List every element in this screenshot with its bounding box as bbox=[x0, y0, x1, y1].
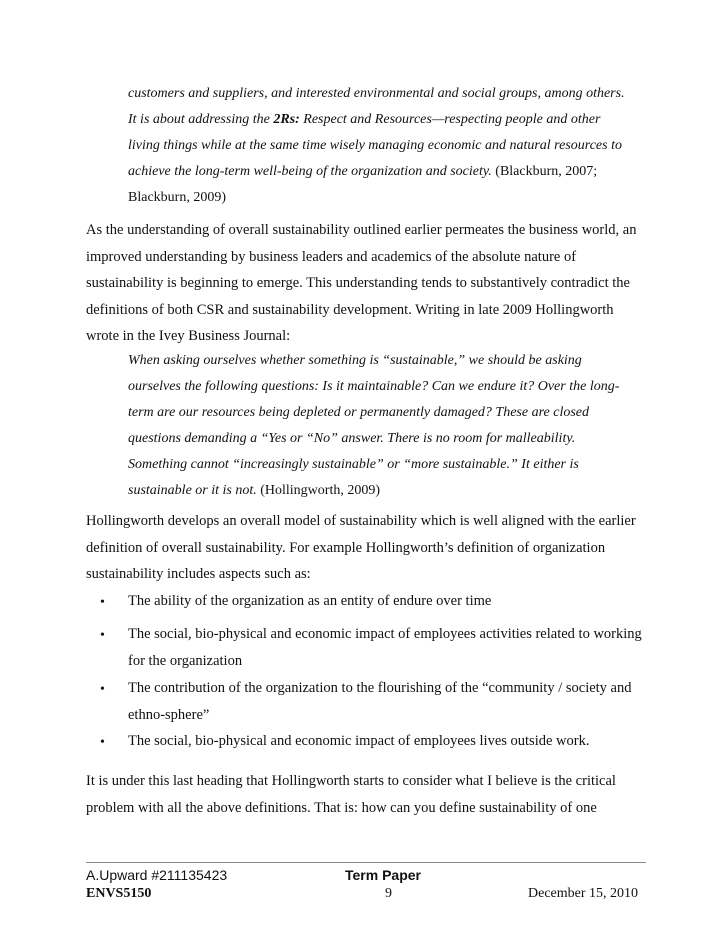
quote-line: When asking ourselves whether something is “sustainable,” we should be asking bbox=[128, 353, 582, 368]
paragraph-critical-problem bbox=[86, 768, 646, 821]
bullet-text: The contribution of the organization to the flourishing of the “community / society and bbox=[128, 680, 632, 696]
footer-author: A.Upward #211135423 bbox=[86, 867, 228, 883]
citation: Blackburn, 2009) bbox=[128, 190, 226, 205]
footer-course: ENVS5150 bbox=[86, 886, 152, 901]
bullet-item bbox=[128, 675, 648, 728]
quote-line: It is about addressing the 2Rs: Respect and Resources—respecting people and other bbox=[128, 112, 601, 127]
citation: (Blackburn, 2007; bbox=[491, 164, 598, 179]
paragraph-line: problem with all the above definitions. That is: how can you define sustainability of one bbox=[86, 799, 597, 816]
bullet-item bbox=[128, 728, 648, 755]
paragraph-line: sustainability includes aspects such as: bbox=[86, 566, 311, 582]
footer-date: December 15, 2010 bbox=[528, 886, 639, 901]
block-quote-blackburn bbox=[128, 81, 658, 211]
citation: (Hollingworth, 2009) bbox=[256, 483, 380, 498]
bullet-text: The social, bio-physical and economic impact of employees activities related to working bbox=[128, 626, 642, 642]
quote-line: living things while at the same time wisely managing economic and natural resources to bbox=[128, 138, 622, 153]
bullet-marker: • bbox=[100, 682, 105, 697]
bullet-item bbox=[128, 588, 648, 615]
footer-doc-type: Term Paper bbox=[345, 867, 421, 883]
paragraph-line: As the understanding of overall sustainability outlined earlier permeates the business world, an bbox=[86, 222, 637, 238]
bullet-text: ethno-sphere” bbox=[128, 706, 210, 723]
quote-line: questions demanding a “Yes or “No” answer. There is no room for malleability. bbox=[128, 431, 576, 446]
bullet-text: The social, bio-physical and economic impact of employees lives outside work. bbox=[128, 733, 590, 749]
emphasis-2rs: 2Rs: bbox=[273, 112, 300, 127]
bullet-text: The ability of the organization as an entity of endure over time bbox=[128, 593, 492, 609]
quote-line: Something cannot “increasingly sustainable” or “more sustainable.” It either is bbox=[128, 457, 579, 472]
paragraph-line: definitions of both CSR and sustainability development. Writing in late 2009 Hollingworth bbox=[86, 301, 614, 318]
bullet-item bbox=[128, 621, 648, 674]
paragraph-line: improved understanding by business leaders and academics of the absolute nature of bbox=[86, 248, 577, 265]
paragraph-line: wrote in the Ivey Business Journal: bbox=[86, 328, 291, 344]
paragraph-model bbox=[86, 508, 646, 588]
bullet-marker: • bbox=[100, 628, 105, 643]
page-number: 9 bbox=[385, 886, 392, 901]
paragraph-line: Hollingworth develops an overall model of sustainability which is well aligned with the earlier bbox=[86, 513, 636, 529]
quote-line: achieve the long-term well-being of the organization and society. (Blackburn, 2007; bbox=[128, 164, 598, 179]
quote-line: customers and suppliers, and interested environmental and social groups, among others. bbox=[128, 86, 625, 101]
footer-divider bbox=[86, 862, 646, 863]
block-quote-hollingworth bbox=[128, 348, 658, 504]
quote-line: sustainable or it is not. (Hollingworth, 2009) bbox=[128, 483, 380, 498]
paragraph-line: definition of overall sustainability. For example Hollingworth’s definition of organization bbox=[86, 539, 606, 556]
bullet-marker: • bbox=[100, 595, 105, 610]
paragraph-line: sustainability is beginning to emerge. This understanding tends to substantively contradict the bbox=[86, 275, 630, 291]
paragraph-understanding bbox=[86, 217, 646, 350]
quote-line: term are our resources being depleted or permanently damaged? These are closed bbox=[128, 405, 589, 420]
paragraph-line: It is under this last heading that Hollingworth starts to consider what I believe is the critical bbox=[86, 773, 616, 789]
quote-line: ourselves the following questions: Is it maintainable? Can we endure it? Over the long- bbox=[128, 379, 620, 394]
bullet-text: for the organization bbox=[128, 652, 243, 669]
bullet-marker: • bbox=[100, 735, 105, 750]
